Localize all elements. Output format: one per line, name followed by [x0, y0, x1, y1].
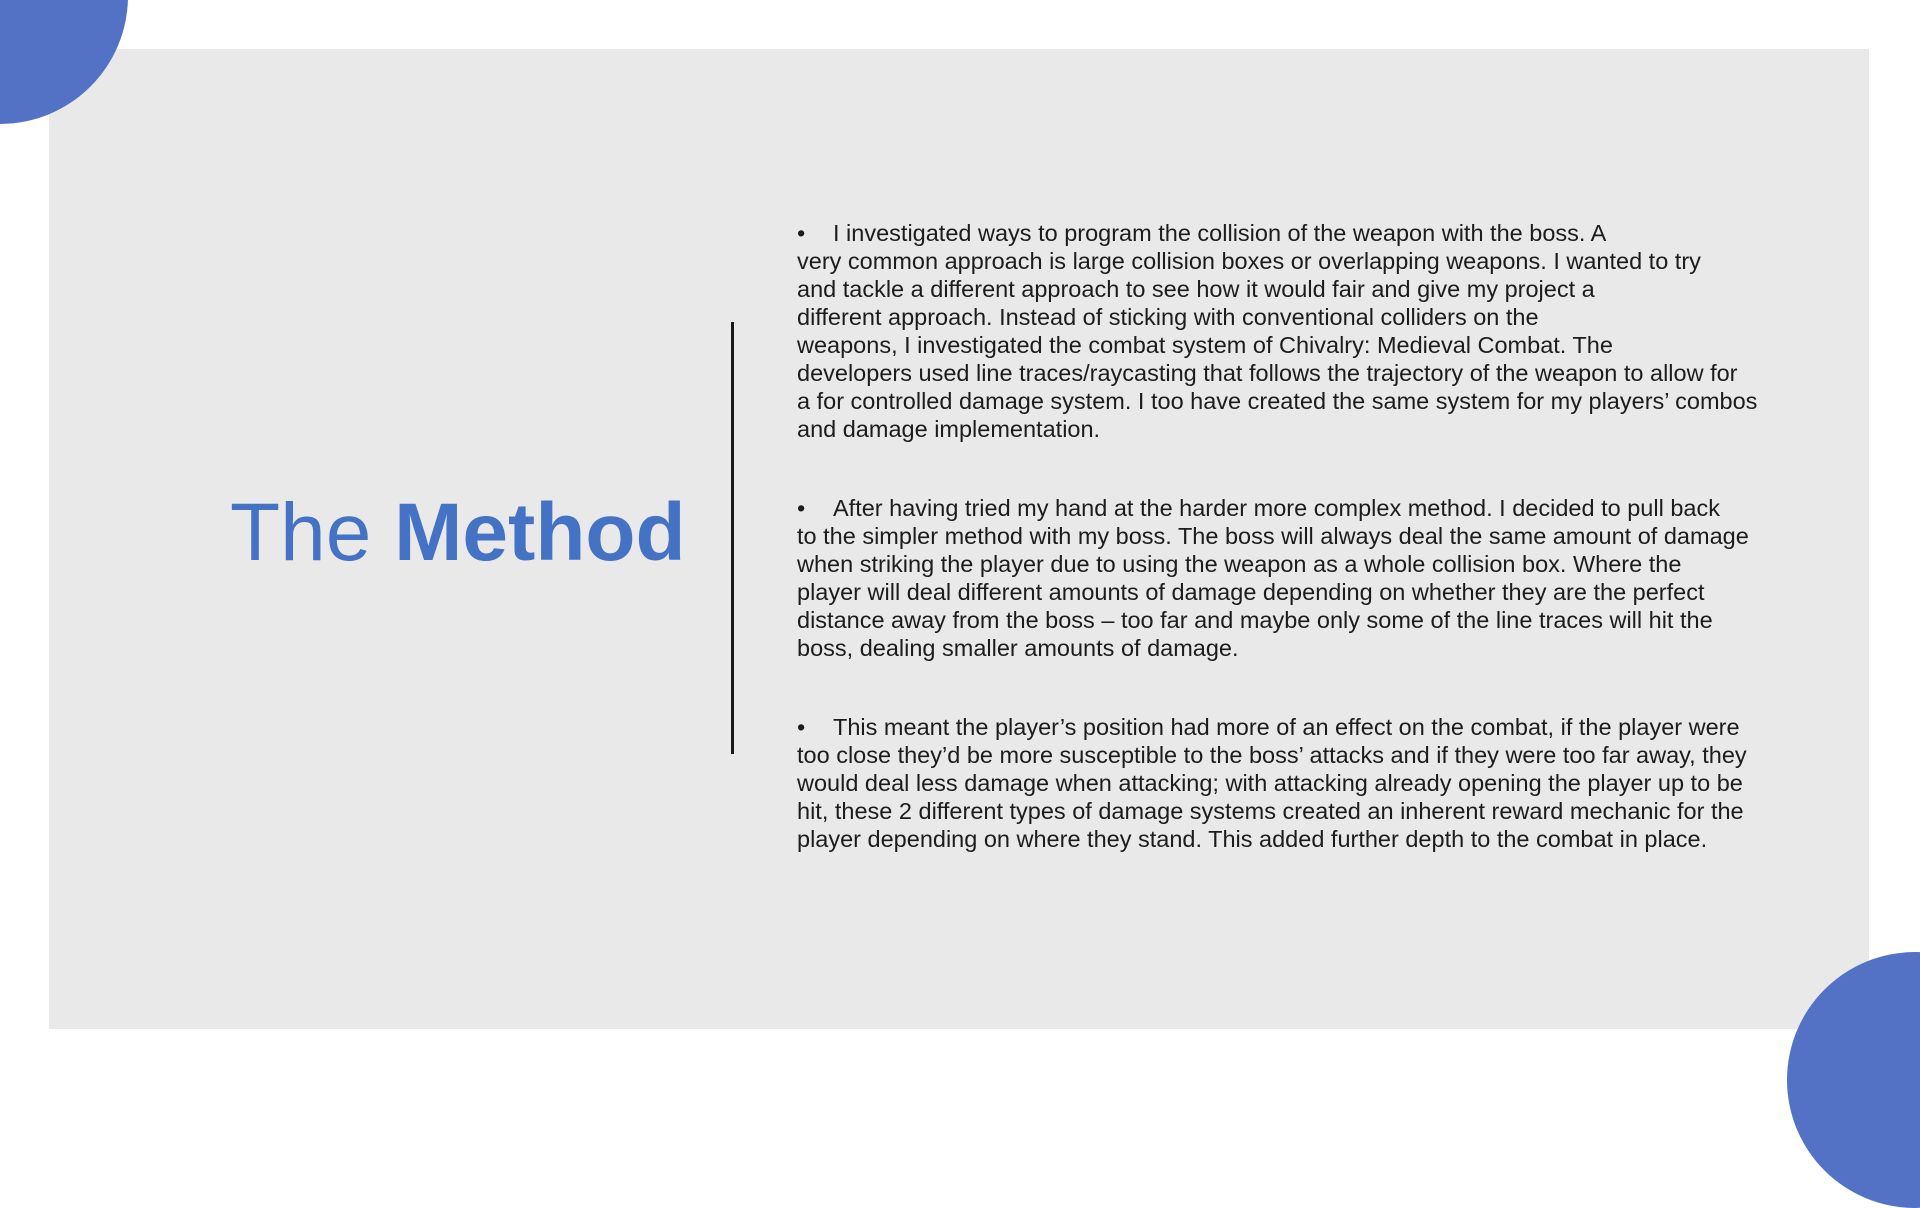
bullet-line-text: hit, these 2 different types of damage systems created an inherent reward mechanic for the	[797, 798, 1744, 824]
bullet-line-text: and tackle a different approach to see how it would fair and give my project a	[797, 276, 1595, 302]
bullet-line	[797, 825, 1797, 853]
bullet-line	[797, 550, 1797, 578]
bullet-line-text: player will deal different amounts of damage depending on whether they are the perfect	[797, 579, 1705, 605]
bullet-line	[797, 522, 1797, 550]
bullet-point-icon: •	[797, 495, 806, 521]
bullet-line	[797, 741, 1797, 769]
bullet-line-text: weapons, I investigated the combat system of Chivalry: Medieval Combat. The	[797, 332, 1613, 358]
bullet-item	[797, 219, 1797, 443]
bullet-line	[797, 769, 1797, 797]
bullet-item	[797, 713, 1797, 853]
bullet-item	[797, 494, 1797, 662]
bullet-point-icon: •	[797, 220, 806, 246]
bullet-line	[797, 578, 1797, 606]
bullet-line-text: would deal less damage when attacking; with attacking already opening the player up to be	[797, 770, 1743, 796]
bullet-line-text: different approach. Instead of sticking with conventional colliders on the	[797, 304, 1539, 330]
bullet-line-text: a for controlled damage system. I too have created the same system for my players’ combos	[797, 388, 1758, 414]
title-regular: The	[230, 487, 372, 578]
bullet-line	[797, 331, 1797, 359]
bullet-line	[797, 303, 1797, 331]
bullet-line-text: player depending on where they stand. This added further depth to the combat in place.	[797, 826, 1708, 852]
slide-title	[230, 478, 686, 588]
bullet-line	[797, 359, 1797, 387]
bullet-line	[797, 634, 1797, 662]
bullet-line-text: to the simpler method with my boss. The boss will always deal the same amount of damage	[797, 523, 1749, 549]
bullet-line	[797, 247, 1797, 275]
bullet-line-text: very common approach is large collision boxes or overlapping weapons. I wanted to try	[797, 248, 1701, 274]
bullet-line	[797, 713, 1797, 741]
bullet-line-text: and damage implementation.	[797, 416, 1101, 442]
bullet-line	[797, 275, 1797, 303]
bullet-line	[797, 797, 1797, 825]
bullet-line-text: After having tried my hand at the harder more complex method. I decided to pull back	[833, 495, 1720, 521]
bullet-list	[797, 219, 1797, 853]
bullet-line	[797, 387, 1797, 415]
bullet-point-icon: •	[797, 714, 806, 740]
bullet-line-text: developers used line traces/raycasting that follows the trajectory of the weapon to allow for	[797, 360, 1738, 386]
bullet-line-text: too close they’d be more susceptible to the boss’ attacks and if they were too far away, they	[797, 742, 1747, 768]
bullet-line-text: distance away from the boss – too far and maybe only some of the line traces will hit the	[797, 607, 1713, 633]
bullet-line	[797, 219, 1797, 247]
bullet-line-text: boss, dealing smaller amounts of damage.	[797, 635, 1239, 661]
bullet-line-text: This meant the player’s position had more of an effect on the combat, if the player were	[833, 714, 1740, 740]
bullet-line-text: I investigated ways to program the collision of the weapon with the boss. A	[833, 220, 1607, 246]
bullet-line	[797, 606, 1797, 634]
bullet-line	[797, 494, 1797, 522]
title-bold: Method	[394, 487, 686, 578]
bullet-line-text: when striking the player due to using the weapon as a whole collision box. Where the	[797, 551, 1682, 577]
bullet-line	[797, 415, 1797, 443]
vertical-divider	[731, 322, 734, 754]
